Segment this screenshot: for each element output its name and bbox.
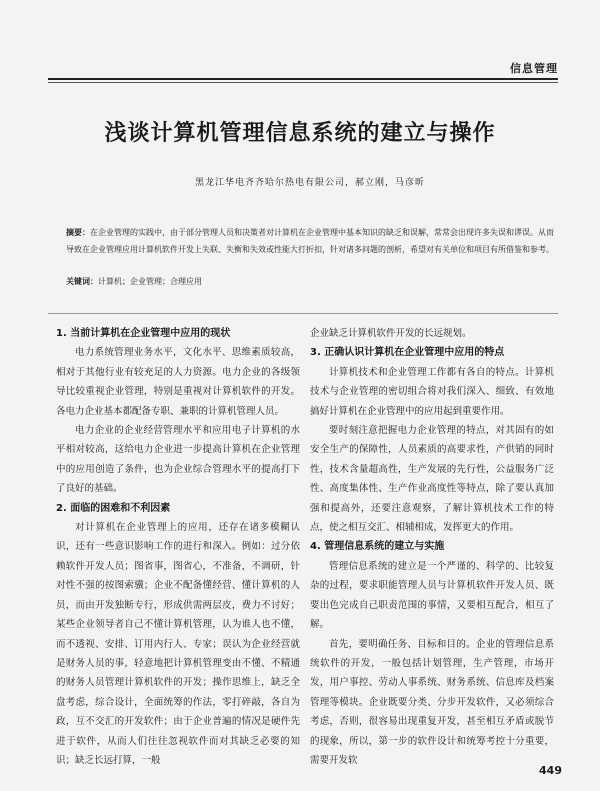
paragraph-continued: 企业缺乏计算机软件开发的长远规划。 bbox=[310, 328, 472, 339]
paragraph: 电力企业的企业经营管理水平和应用电子计算机的水平相对较高，这给电力企业进一步提高计算机在企业管理中的应用创造了条件，也为企业综合管理水平的提高打下了良好的基础。 bbox=[56, 425, 300, 495]
section-label: 信息管理 bbox=[510, 62, 558, 75]
article-title: 浅谈计算机管理信息系统的建立与操作 bbox=[104, 121, 496, 146]
paragraph: 对计算机在企业管理上的应用，还存在诸多模糊认识，还有一些意识影响工作的进行和深入。例如：过分依赖软件开发人员；图省事，图省心，不准备，不调研，针对性不强的按图索骥；企业不配备懂经营、懂计算机的人员，而由开发独断专行，形成供需两层皮，费力不讨好；某些企业领导者自己不懂计算机管理，认为谁人也不懂，而不透视、安排、订用内行人、专家；误认为企业经营就是财务人员的事，轻意地把计算机管理变由不懂、不精通的财务人员管理计算机软件的开发；操作思维上，缺乏全盘考虑，综合设计，全面统筹的作法，零打碎敲，各自为政，互不交汇的开发软件；由于企业普遍的情况是硬件先进于软件，从而人们往往忽视软件而对其缺乏必要的知识；缺乏长远打算，一般 bbox=[56, 522, 300, 766]
header-rule-thin bbox=[48, 82, 558, 83]
keywords-label: 关键词： bbox=[66, 277, 98, 286]
heading-4: 4. 管理信息系统的建立与实施 bbox=[310, 541, 445, 553]
keywords-text: 计算机；企业管理；合理应用 bbox=[98, 277, 202, 286]
right-column bbox=[310, 324, 554, 770]
heading-2: 2. 面临的困难和不利因素 bbox=[56, 502, 171, 514]
paragraph: 首先，要明确任务、目标和目的。企业的管理信息系统软件的开发，一般包括计划管理，生产管理，市场开发，用户事控、劳动人事系统、财务系统、信息库及档案管理等模块。企业既要分类、分步开发软件，又必须综合考虑，否则，很容易出现重复开发，甚至相互矛盾或脱节的现象，所以，第一步的软件设计和统筹考控十分重要，需要开发软 bbox=[310, 638, 554, 766]
paragraph: 要时刻注意把握电力企业管理的特点，对其固有的如安全生产的保障性，人员素质的高要求性，产供销的同时性，技术含量超高性，生产发展的先行性，公益服务广泛性、高度集体性、生产作业高度性等特点，除了要认真加强和提高外，还要注意观察，了解计算机技术工作的特点，使之相互交汇、相辅相成，发挥更大的作用。 bbox=[310, 425, 554, 534]
section-divider bbox=[48, 313, 558, 314]
left-column bbox=[56, 324, 300, 770]
paragraph: 管理信息系统的建立是一个严谨的、科学的、比较复杂的过程，要求职能管理人员与计算机软件开发人员、既要出色完成自己职责范围的事情，又要相互配合，相互了解。 bbox=[310, 560, 554, 631]
abstract bbox=[66, 224, 556, 258]
page-number: 449 bbox=[539, 764, 562, 777]
article-authors: 黑龙江华电齐齐哈尔热电有限公司，郝立刚，马彦昕 bbox=[194, 178, 425, 188]
heading-3: 3. 正确认识计算机在企业管理中应用的特点 bbox=[310, 347, 505, 359]
header-rule bbox=[48, 78, 558, 80]
abstract-label: 摘要： bbox=[66, 228, 90, 237]
keywords bbox=[66, 276, 556, 287]
paragraph: 计算机技术和企业管理工作都有各自的特点。计算机技术与企业管理的密切组合将对我们深入、细致、有效地搞好计算机在企业管理中的应用起到重要作用。 bbox=[310, 366, 554, 417]
paragraph: 电力系统管理业务水平，文化水平、思维素质较高，相对于其他行业有较充足的人力资源。电力企业的各级领导比较重视企业管理，特别是重视对计算机软件的开发。各电力企业基本都配备专职、兼职的计算机管理人员。 bbox=[56, 347, 300, 417]
abstract-text: 在企业管理的实践中，由于部分管理人员和决策者对计算机在企业管理中基本知识的缺乏和误解，常常会出现许多失误和谬误。从而导致在企业管理应用计算机软件开发上失联、失衡和失效或性能大打折扣，针对诸多问题的剖析，希望对有关单位和项目有所借鉴和参考。 bbox=[66, 228, 554, 254]
heading-1: 1. 当前计算机在企业管理中应用的现状 bbox=[56, 328, 231, 339]
